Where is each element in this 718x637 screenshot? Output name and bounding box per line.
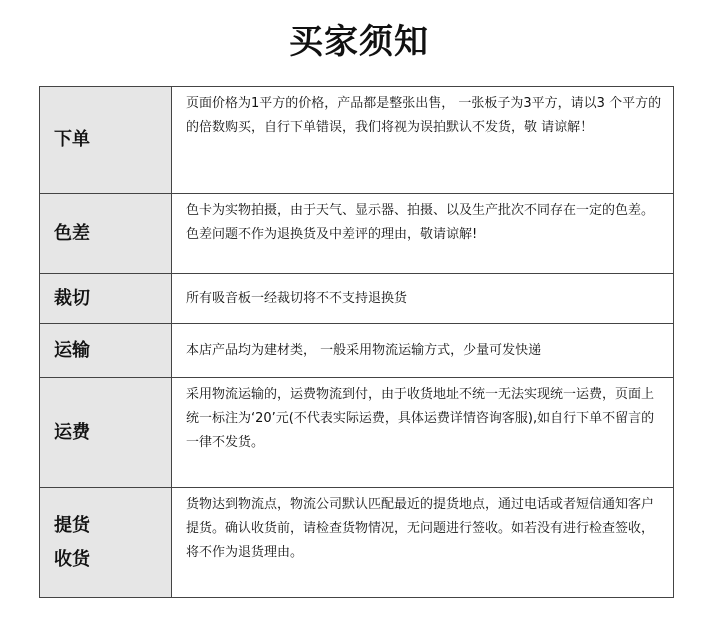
notice-text-order: 页面价格为1平方的价格，产品都是整张出售， 一张板子为3平方，请以3 个平方的的倍数购买，自行下单错误，我们将视为误拍默认不发货，敬 请谅解！ xyxy=(172,87,674,194)
page-title: 买家须知 xyxy=(289,22,429,62)
notice-label-order xyxy=(40,87,172,194)
notice-label-text: 运输 xyxy=(54,339,90,361)
notice-label-pickup-receipt xyxy=(40,488,172,598)
notice-label-text: 运费 xyxy=(54,421,90,443)
notice-text-pickup-receipt: 货物达到物流点，物流公司默认匹配最近的提货地点，通过电话或者短信通知客户提货。确认收货前，请检查货物情况，无问题进行签收。如若没有进行检查签收，将不作为退货理由。 xyxy=(172,488,674,598)
notice-text-cutting: 所有吸音板一经裁切将不不支持退换货 xyxy=(172,274,674,324)
notice-row-transport xyxy=(40,324,674,378)
notice-label-transport xyxy=(40,324,172,378)
notice-label-shipping-fee xyxy=(40,378,172,488)
notice-row-cutting xyxy=(40,274,674,324)
notice-row-color-difference xyxy=(40,194,674,274)
notice-label-color-difference xyxy=(40,194,172,274)
notice-label-cutting xyxy=(40,274,172,324)
notice-row-pickup-receipt xyxy=(40,488,674,598)
notice-row-order xyxy=(40,87,674,194)
notice-label-text: 下单 xyxy=(54,129,90,150)
notice-text-shipping-fee: 采用物流运输的，运费物流到付，由于收货地址不统一无法实现统一运费，页面上统一标注为‘20’元(不代表实际运费，具体运费详情咨询客服),如自行下单不留言的一律不发货。 xyxy=(172,378,674,488)
notice-label-text: 收货 xyxy=(54,548,90,570)
notice-text-color-difference: 色卡为实物拍摄，由于天气、显示器、拍摄、以及生产批次不同存在一定的色差。色差问题不作为退换货及中差评的理由，敬请谅解! xyxy=(172,194,674,274)
notice-label-text: 色差 xyxy=(54,222,90,244)
notice-row-shipping-fee xyxy=(40,378,674,488)
notice-text-transport: 本店产品均为建材类， 一般采用物流运输方式，少量可发快递 xyxy=(172,324,674,378)
buyer-notice-table xyxy=(39,86,674,598)
notice-label-text: 提货 xyxy=(54,514,90,536)
notice-label-text: 裁切 xyxy=(54,287,90,309)
